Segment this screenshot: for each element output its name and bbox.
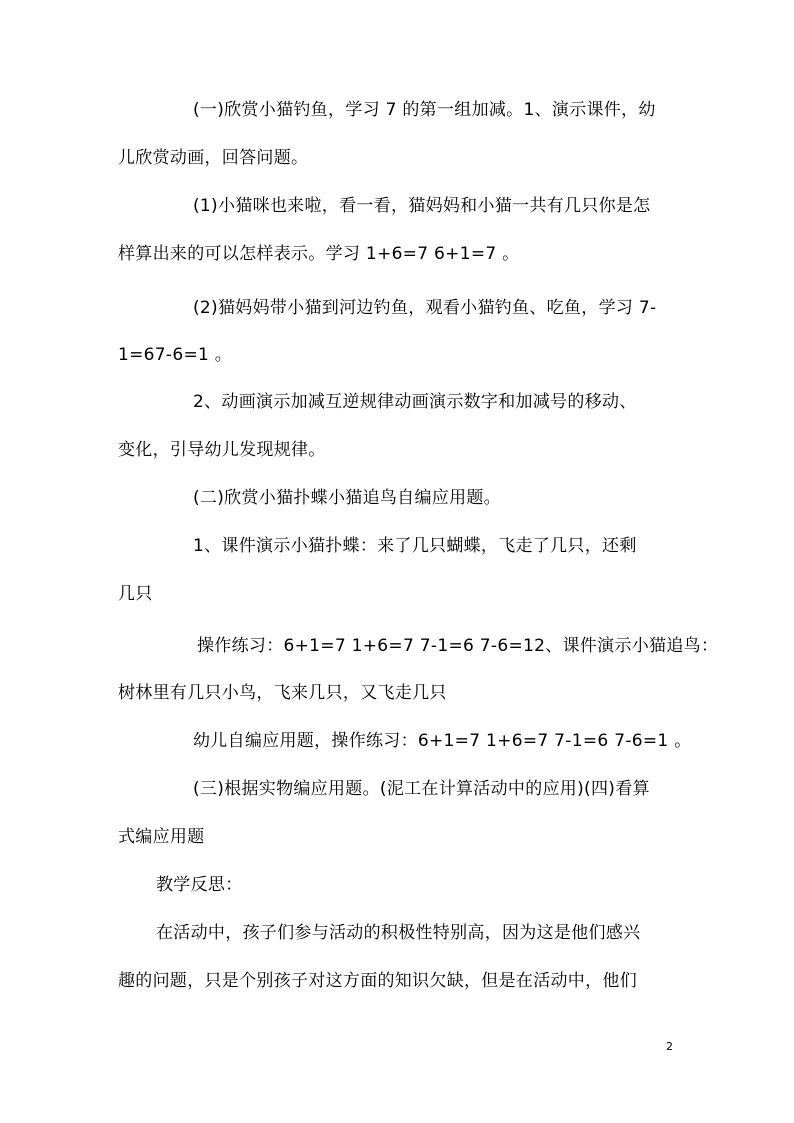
paragraph-line: 式编应用题 (118, 827, 205, 847)
paragraph-line: 趣的问题，只是个别孩子对这方面的知识欠缺，但是在活动中，他们 (118, 971, 637, 991)
paragraph-line: 几只 (118, 584, 153, 604)
paragraph-line: 样算出来的可以怎样表示。学习 1+6=7 6+1=7 。 (118, 244, 520, 264)
paragraph-line: 变化，引导幼儿发现规律。 (118, 440, 326, 460)
paragraph-line: (二)欣赏小猫扑蝶小猫追鸟自编应用题。 (193, 488, 501, 508)
paragraph-line: 幼儿自编应用题，操作练习：6+1=7 1+6=7 7-1=6 7-6=1 。 (193, 731, 692, 751)
paragraph-line: (2)猫妈妈带小猫到河边钓鱼，观看小猫钓鱼、吃鱼，学习 7- (193, 298, 657, 318)
section-heading: 教学反思： (156, 875, 243, 895)
paragraph-line: (三)根据实物编应用题。(泥工在计算活动中的应用)(四)看算 (193, 779, 650, 799)
paragraph-line: (1)小猫咪也来啦，看一看，猫妈妈和小猫一共有几只你是怎 (193, 196, 651, 216)
page-number: 2 (666, 1040, 673, 1053)
paragraph-line: 1=67-6=1 。 (118, 345, 233, 365)
paragraph-line: (一)欣赏小猫钓鱼，学习 7 的第一组加减。1、演示课件，幼 (193, 100, 656, 120)
paragraph-line: 操作练习：6+1=7 1+6=7 7-1=6 7-6=12、课件演示小猫追鸟： (197, 636, 719, 656)
paragraph-line: 儿欣赏动画，回答问题。 (118, 148, 309, 168)
paragraph-line: 在活动中，孩子们参与活动的积极性特别高，因为这是他们感兴 (156, 923, 641, 943)
paragraph-line: 树林里有几只小鸟，飞来几只，又飞走几只 (118, 683, 447, 703)
paragraph-line: 2、动画演示加减互逆规律动画演示数字和加减号的移动、 (193, 392, 637, 412)
paragraph-line: 1、课件演示小猫扑蝶：来了几只蝴蝶，飞走了几只，还剩 (193, 536, 637, 556)
